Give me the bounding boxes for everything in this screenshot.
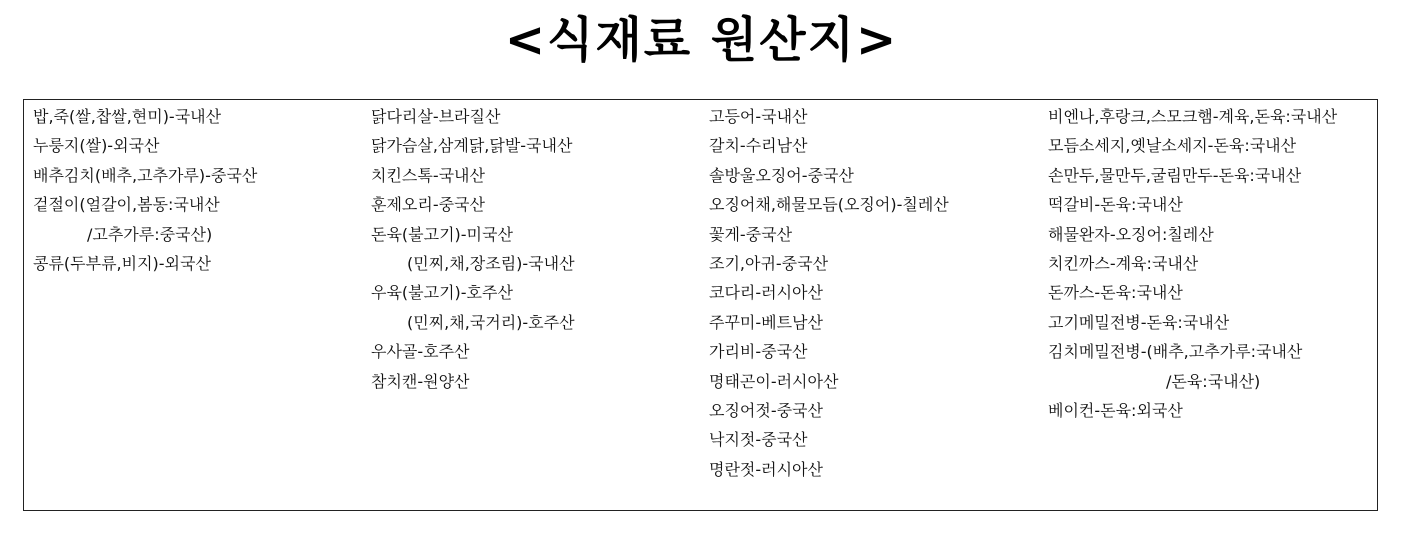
- origin-item: 겉절이(얼갈이,봄동:국내산: [33, 195, 220, 215]
- origin-item: 김치메밀전병-(배추,고추가루:국내산: [1048, 342, 1303, 362]
- origin-item: 콩류(두부류,비지)-외국산: [33, 254, 211, 274]
- origin-item-continuation: /돈육:국내산): [1166, 371, 1261, 391]
- origin-column-processed: [1048, 102, 1370, 425]
- origin-item: 해물완자-오징어:칠레산: [1048, 224, 1214, 244]
- origin-item: 베이컨-돈육:외국산: [1048, 401, 1183, 421]
- origin-item: 닭다리살-브라질산: [371, 107, 501, 126]
- origin-item: 오징어채,해물모듬(오징어)-칠레산: [709, 195, 949, 215]
- origin-item: 닭가슴살,삼계닭,닭발-국내산: [371, 136, 573, 156]
- origin-item: 고기메밀전병-돈육:국내산: [1048, 312, 1230, 332]
- origin-item: 꽃게-중국산: [709, 224, 793, 244]
- origin-item: 우육(불고기)-호주산: [371, 283, 513, 303]
- origin-item: 비엔나,후랑크,스모크햄-계육,돈육:국내산: [1048, 107, 1338, 126]
- origin-item-continuation: /고추가루:중국산): [87, 224, 213, 244]
- origin-item: 우사골-호주산: [371, 342, 470, 362]
- origin-item: 모듬소세지,옛날소세지-돈육:국내산: [1048, 136, 1297, 156]
- origin-item: 명란젓-러시아산: [709, 459, 823, 479]
- origin-item: 훈제오리-중국산: [371, 195, 485, 215]
- origin-item: 고등어-국내산: [709, 107, 808, 126]
- origin-item: 갈치-수리남산: [709, 136, 808, 156]
- origin-column-seafood: [709, 102, 1039, 484]
- origin-item-continuation: (민찌,채,장조림)-국내산: [407, 254, 575, 274]
- origin-item: 누룽지(쌀)-외국산: [33, 136, 160, 156]
- page-title: <식재료 원산지>: [504, 12, 899, 68]
- origin-column-meat: [371, 102, 701, 396]
- origin-item: 주꾸미-베트남산: [709, 312, 823, 332]
- origin-item-continuation: (민찌,채,국거리)-호주산: [407, 312, 575, 332]
- origin-item: 명태곤이-러시아산: [709, 371, 839, 391]
- origin-item: 떡갈비-돈육:국내산: [1048, 195, 1183, 215]
- origin-item: 솔방울오징어-중국산: [709, 165, 854, 185]
- origin-item: 밥,죽(쌀,찹쌀,현미)-국내산: [33, 107, 222, 126]
- origin-item: 참치캔-원양산: [371, 371, 470, 391]
- origin-item: 조기,아귀-중국산: [709, 254, 829, 274]
- origin-item: 오징어젓-중국산: [709, 401, 823, 421]
- origin-item: 치킨스톡-국내산: [371, 165, 485, 185]
- origin-table: [23, 99, 1378, 511]
- origin-item: 낙지젓-중국산: [709, 430, 808, 450]
- origin-item: 손만두,물만두,굴림만두-돈육:국내산: [1048, 165, 1302, 185]
- origin-item: 코다리-러시아산: [709, 283, 823, 303]
- origin-item: 돈육(불고기)-미국산: [371, 224, 513, 244]
- origin-item: 가리비-중국산: [709, 342, 808, 362]
- origin-column-grains-kimchi: [33, 102, 363, 278]
- origin-item: 배추김치(배추,고추가루)-중국산: [33, 165, 258, 185]
- origin-item: 치킨까스-계육:국내산: [1048, 254, 1199, 274]
- origin-item: 돈까스-돈육:국내산: [1048, 283, 1183, 303]
